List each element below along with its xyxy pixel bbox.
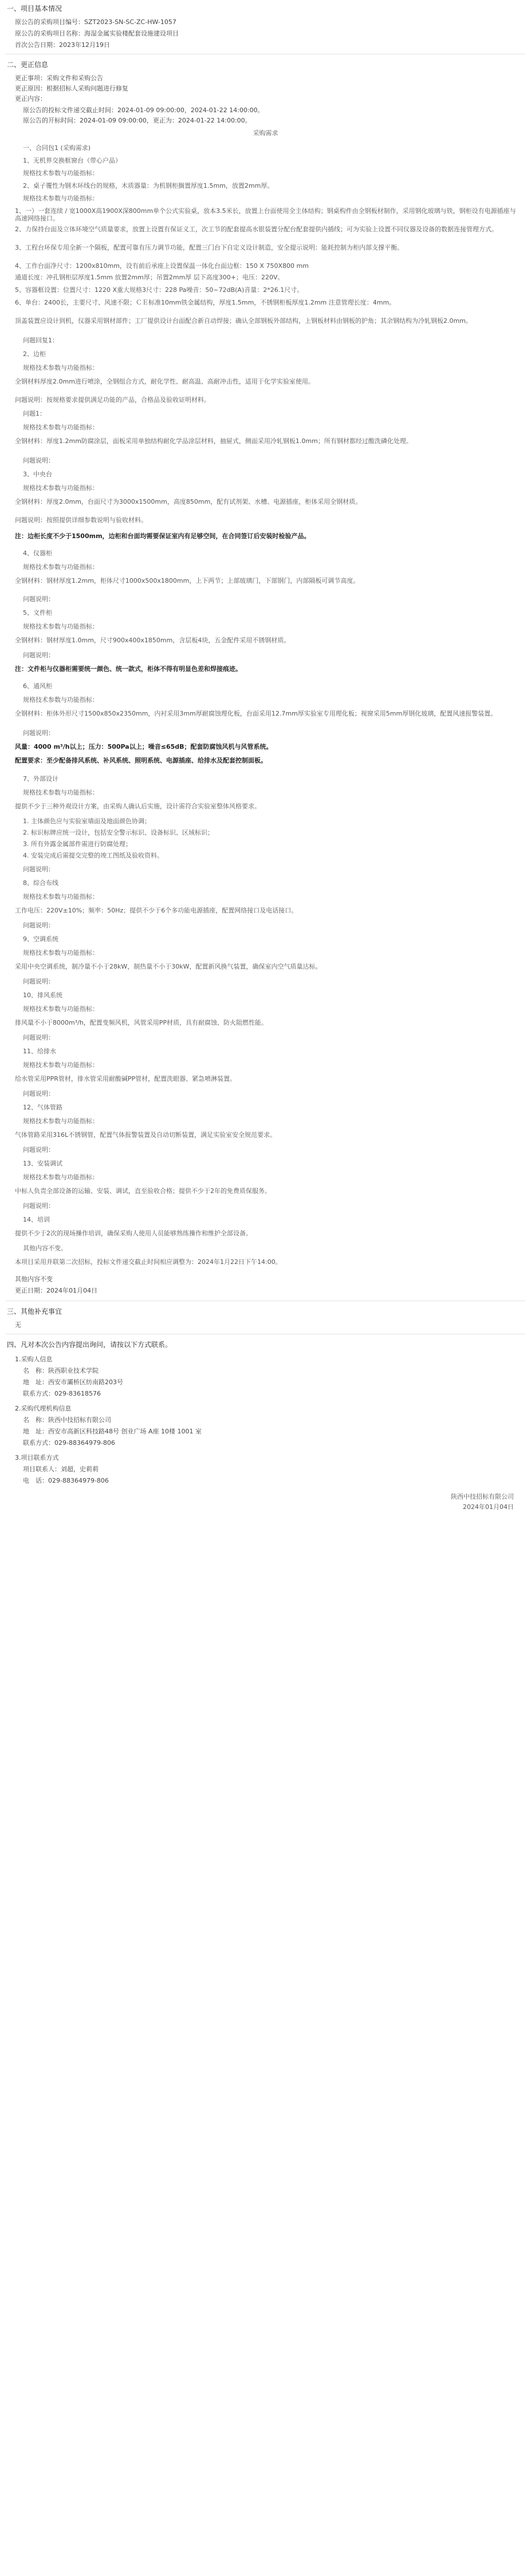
para-34: 配置要求：至少配备排风系统、补风系统、照明系统、电源插座、给排水及配套控制面板。 xyxy=(15,757,267,764)
para-1: 1、一）一套连续 / 宽1000X高1900X深800mm单个公式实验桌，放本3.5米长，放置上台面使用全主体结构；钢桌构件由全钢板材制作，采用钢化玻璃与铁，钢柜设有电源插座与高速网络接口。 xyxy=(15,207,516,222)
para-65: 中标人负责全部设备的运输、安装、调试，直至验收合格；提供不少于2年的免费质保服务。 xyxy=(15,1187,271,1195)
para-33: 问题说明： xyxy=(23,729,54,737)
para-68: 提供不少于2次的现场操作培训，确保采购人使用人员能够熟练操作和维护全部设备。 xyxy=(15,1230,252,1237)
para-58: 问题说明： xyxy=(23,1090,54,1097)
para-45: 工作电压：220V±10%；频率：50Hz；提供不少于6个多功能电源插座，配置网络接口及电话接口。 xyxy=(15,907,298,914)
para-47: 9、空调系统 xyxy=(23,935,58,943)
para-56: 规格技术参数与功能指标： xyxy=(23,1061,99,1069)
para-35: 7、外部设计 xyxy=(23,775,58,783)
section-contact-title: 四、凡对本次公告内容提出询问，请按以下方式联系。 xyxy=(7,1341,172,1349)
project-name: 海湿金属实验楼配套设施建设项目 xyxy=(84,30,179,37)
para-60: 规格技术参数与功能指标： xyxy=(23,1117,99,1125)
para-20: 全钢材料：厚度2.0mm，台面尺寸为3000x1500mm，高度850mm，配有试剂架、水槽、电源插座，柜体采用全钢材质。 xyxy=(15,498,362,505)
agent-title: 2.采购代理机构信息 xyxy=(15,1405,72,1412)
para-36: 规格技术参数与功能指标： xyxy=(23,789,99,796)
para-50: 问题说明： xyxy=(23,978,54,985)
other-content: 无 xyxy=(15,1321,21,1329)
para-6: 5、容器框设置：位置尺寸：1220 X重大规格3尺寸：228 Pa噪音：50~72dB(A)音量：2*26.1尺寸。 xyxy=(15,286,304,294)
para-49: 采用中央空调系统，制冷量不小于28kW，制热量不小于30kW，配置新风换气装置，确保室内空气质量达标。 xyxy=(15,963,322,970)
notice-3: 风量：4000 m³/h以上；压力：500Pa以上；噪音≤65dB；配套防腐蚀风机与风管系统。 xyxy=(15,743,273,750)
agent-addr-row: 地 址：西安市高新区科技路48号 创业广场 A座 10楼 1001 室 xyxy=(23,1428,202,1435)
para-10: 2、边柜 xyxy=(23,350,46,358)
change-time-2: 原公告的开标时间：2024-01-09 09:00:00，更正为：2024-01-22 14:00:00。 xyxy=(23,117,251,124)
para-28: 全钢材料：钢材厚度1.0mm，尺寸900x400x1850mm，含层板4块，五金配件采用不锈钢材质。 xyxy=(15,637,290,644)
para-48: 规格技术参数与功能指标： xyxy=(23,949,99,957)
para-52: 规格技术参数与功能指标： xyxy=(23,1005,99,1013)
para-2: 2、力保持台面及立体环境空气质量要求，放置上设置有保证义工，次工节的配套提高水银装置分配台配套提供内插线；可为实验上设置不同仪器及设备的数据连接管理方式。 xyxy=(15,226,498,233)
project-date-row: 首次公告日期：2023年12月19日 xyxy=(15,41,110,49)
para-18: 3、中央台 xyxy=(23,471,52,478)
footer-date-row: 更正日期：2024年01月04日 xyxy=(15,1287,97,1294)
para-3: 3、工程台环保专用全新一个隔板，配置可靠有压力调节功能，配置三门台下自定义设计制造，安全提示说明：能耗控制为柜内部支撑平衡。 xyxy=(15,244,403,251)
para-19: 规格技术参数与功能指标： xyxy=(23,484,99,492)
project-number-row: 原公告的采购项目编号：SZT2023-SN-SC-ZC-HW-1057 xyxy=(15,18,176,26)
line-0: 一、合同包1 (采购需求) xyxy=(23,144,91,152)
para-37: 提供不少于三种外观设计方案，由采购人确认后实施，设计需符合实验室整体风格要求。 xyxy=(15,803,261,810)
change-item-row: 更正事项：采购文件和采购公告 xyxy=(15,74,103,82)
change-content-label: 更正内容： xyxy=(15,95,46,102)
para-23: 规格技术参数与功能指标： xyxy=(23,563,99,571)
para-12: 全钢材料厚度2.0mm进行喷涂，全钢组合方式，耐化学性、耐高温、高耐冲击性，适用于化学实验室使用。 xyxy=(15,378,314,385)
change-time-1: 原公告的投标文件递交截止时间：2024-01-09 09:00:00，2024-01-22 14:00:00。 xyxy=(23,106,264,114)
para-22: 4、仪器柜 xyxy=(23,550,52,557)
proj-phone-row: 电 话：029-88364979-806 xyxy=(23,1477,109,1484)
signature-date: 2024年01月04日 xyxy=(463,1503,514,1511)
line-3: 2、桌子覆性为钢木环线台的规格，木质器量：为机钢柜搁置厚度1.5mm，放置2mm厚。 xyxy=(23,182,274,189)
footer-date: 2024年01月04日 xyxy=(46,1287,97,1294)
para-11: 规格技术参数与功能指标： xyxy=(23,364,99,372)
para-62: 问题说明： xyxy=(23,1146,54,1153)
change-reason-row: 更正原因：根据招标人采购问题进行修复 xyxy=(15,85,128,92)
para-21: 问题说明：按照提供详细参数说明与验收材料。 xyxy=(15,516,147,524)
project-name-row: 原公告的采购项目名称：海湿金属实验楼配套设施建设项目 xyxy=(15,30,179,37)
para-44: 规格技术参数与功能指标： xyxy=(23,893,99,900)
para-14: 问题1： xyxy=(23,410,46,417)
para-54: 问题说明： xyxy=(23,1034,54,1041)
para-59: 12、气体管路 xyxy=(23,1104,62,1111)
para-67: 14、培训 xyxy=(23,1216,50,1223)
agent-name-row: 名 称：陕西中技招标有限公司 xyxy=(23,1416,111,1424)
signature-org: 陕西中技招标有限公司 xyxy=(451,1493,514,1500)
para-69: 其他内容不变。 xyxy=(23,1244,67,1252)
para-25: 问题说明： xyxy=(23,595,54,603)
buyer-title: 1.采购人信息 xyxy=(15,1356,53,1363)
para-17: 问题说明： xyxy=(23,457,54,464)
line-1: 1、无机界交换框窗台（带心户品） xyxy=(23,157,121,164)
buyer-phone-row: 联系方式：029-83618576 xyxy=(23,1390,101,1397)
para-30: 6、通风柜 xyxy=(23,682,52,690)
section-project-title: 一、项目基本情况 xyxy=(7,5,62,13)
para-15: 规格技术参数与功能指标： xyxy=(23,424,99,431)
para-4: 4、工作台面净尺寸：1200x810mm，设有前后承座上设置保温一体化台面边框：150 X 750X800 mm xyxy=(15,262,309,270)
para-16: 全钢材料：厚度1.2mm防腐涂层，面板采用单独结构耐化学品涂层材料，抽屉式，侧面采用冷轧钢板1.0mm；所有钢材都经过酸洗磷化处理。 xyxy=(15,437,412,445)
agent-phone-row: 联系方式：029-88364979-806 xyxy=(23,1439,115,1447)
line-2: 规格技术参数与功能指标： xyxy=(23,169,99,177)
para-43: 8、综合布线 xyxy=(23,879,58,887)
para-46: 问题说明： xyxy=(23,922,54,929)
para-7: 6、单台：2400长，主要尺寸、风速不限；ＣＥ标准10mm铁金属结构，厚度1.5mm，不锈钢柜板厚度1.2mm 注意管理长度：4mm。 xyxy=(15,299,396,306)
line-4: 规格技术参数与功能指标： xyxy=(23,195,99,202)
proj-contact-title: 3.项目联系方式 xyxy=(15,1454,59,1461)
para-41: 4. 安装完成后需提交完整的竣工图纸及验收资料。 xyxy=(23,852,163,859)
para-27: 规格技术参数与功能指标： xyxy=(23,623,99,630)
notice-1: 注：边柜长度不少于1500mm，边柜和台面均需要保证室内有足够空间，在合同签订后安装时检验产品。 xyxy=(15,532,310,540)
notice-2: 注：文件柜与仪器柜需要统一颜色、统一款式，柜体不得有明显色差和焊接痕迹。 xyxy=(15,665,242,673)
para-5: 通道长度：冲孔钢柜层厚度1.5mm 放置2mm厚；吊置2mm厚 层下高度300+；电压：220V。 xyxy=(15,274,284,281)
para-57: 给水管采用PPR管材，排水管采用耐酸碱PP管材，配置洗眼器、紧急喷淋装置。 xyxy=(15,1075,237,1082)
project-number: SZT2023-SN-SC-ZC-HW-1057 xyxy=(84,18,176,26)
buyer-addr-row: 地 址：西安市灞桥区纺南路203号 xyxy=(23,1378,123,1386)
footer-note: 其他内容不变 xyxy=(15,1275,53,1283)
para-39: 2. 标识标牌应统一设计，包括安全警示标识、设备标识、区域标识； xyxy=(23,829,214,836)
para-55: 11、给排水 xyxy=(23,1048,56,1055)
para-13: 问题说明：按规格要求提供满足功能的产品，合格品及验收证明材料。 xyxy=(15,396,210,404)
para-66: 问题说明： xyxy=(23,1202,54,1210)
project-date: 2023年12月19日 xyxy=(59,41,110,49)
para-32: 全钢材料：柜体外形尺寸1500x850x2350mm，内衬采用3mm厚耐腐蚀理化板，台面采用12.7mm厚实验室专用理化板；视窗采用5mm厚钢化玻璃，配置风速报警装置。 xyxy=(15,710,497,717)
para-64: 规格技术参数与功能指标： xyxy=(23,1174,99,1181)
para-40: 3. 所有外露金属部件需进行防腐处理； xyxy=(23,840,132,848)
para-63: 13、安装调试 xyxy=(23,1160,62,1167)
para-38: 1. 主体颜色应与实验室墙面及地面颜色协调； xyxy=(23,817,151,825)
section-change-title: 二、更正信息 xyxy=(7,61,49,69)
proj-people-row: 项目联系人：刘超，史莉莉 xyxy=(23,1465,99,1473)
para-61: 气体管路采用316L不锈钢管，配置气体报警装置及自动切断装置，满足实验室安全规范要求。 xyxy=(15,1131,277,1139)
para-70: 本项目采用并联第二次招标，投标文件递交截止时间相应调整为：2024年1月22日下午14:00。 xyxy=(15,1258,282,1266)
para-53: 排风量不小于8000m³/h，配置变频风机，风管采用PP材质，具有耐腐蚀、防火阻燃性能。 xyxy=(15,1019,268,1026)
doc-title: 采购需求 xyxy=(253,129,278,137)
buyer-name-row: 名 称：陕西职业技术学院 xyxy=(23,1367,99,1374)
para-8: 顶盖装置应设计到机，仪器采用钢材部件；工厂提供设计台面配合新自动焊接；确认全部钢板外部结构，上钢板材料由钢板的护角；其余钢结构为冷轧钢板2.0mm。 xyxy=(15,317,472,325)
para-24: 全钢材料：钢材厚度1.2mm，柜体尺寸1000x500x1800mm，上下两节；上部玻璃门，下部钢门，内部隔板可调节高度。 xyxy=(15,577,360,584)
para-26: 5、文件柜 xyxy=(23,609,52,617)
para-9: 问题回复1： xyxy=(23,337,58,344)
para-51: 10、排风系统 xyxy=(23,991,62,999)
para-29: 问题说明： xyxy=(23,651,54,659)
section-other-title: 三、其他补充事宜 xyxy=(7,1307,62,1315)
para-42: 问题说明： xyxy=(23,866,54,873)
para-31: 规格技术参数与功能指标： xyxy=(23,696,99,704)
